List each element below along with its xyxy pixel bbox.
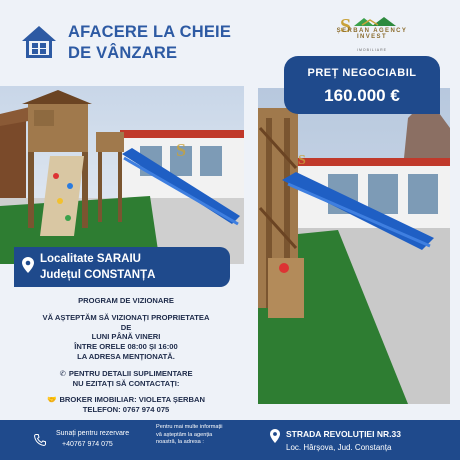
location-locality: Localitate SARAIU xyxy=(40,253,141,265)
call-number[interactable]: +40767 974 075 xyxy=(62,441,113,448)
logo-brand-text: ȘERBAN AGENCY INVEST xyxy=(336,28,408,40)
viewing-info xyxy=(6,296,246,415)
photo-slide xyxy=(258,88,450,404)
more-info-text: Pentru mai multe informații vă așteptăm la agenția noastră, la adresa : xyxy=(156,424,223,446)
handshake-icon: 🤝 xyxy=(46,395,57,405)
logo-sub-text: IMOBILIARE xyxy=(356,48,388,52)
svg-text:S: S xyxy=(298,153,306,168)
details-line1: ✆ PENTRU DETALII SUPLIMENTARE xyxy=(59,368,193,378)
address-street: STRADA REVOLUȚIEI NR.33 xyxy=(286,429,401,439)
map-pin-icon xyxy=(270,429,280,443)
price-tag xyxy=(284,56,440,114)
call-label: Sunați pentru rezervare xyxy=(56,430,130,437)
svg-text:S: S xyxy=(340,15,352,37)
broker-phone: TELEFON: 0767 974 075 xyxy=(82,405,170,415)
phone-icon: ✆ xyxy=(59,368,66,378)
location-banner xyxy=(14,247,230,287)
location-county: Județul CONSTANȚA xyxy=(40,269,156,281)
invite-line1: VĂ AȘTEPTĂM SĂ VIZIONAȚI PROPRIETATEA xyxy=(42,312,210,322)
headline-line2: DE VÂNZARE xyxy=(68,44,178,62)
price-value: 160.000 € xyxy=(324,86,400,105)
map-pin-icon xyxy=(22,257,34,273)
svg-text:S: S xyxy=(176,140,187,160)
house-icon xyxy=(20,24,58,60)
invite-line2: DE xyxy=(120,322,132,332)
phone-icon xyxy=(34,434,46,446)
footer-bar xyxy=(0,420,460,460)
program-title: PROGRAM DE VIZIONARE xyxy=(78,296,174,305)
address-city: Loc. Hârșova, Jud. Constanța xyxy=(286,443,392,452)
invite-line3: LUNI PÂNĂ VINERI xyxy=(91,332,161,342)
invite-line4: ÎNTRE ORELE 08:00 ȘI 16:00 xyxy=(74,342,178,352)
invite-line5: LA ADRESA MENȚIONATĂ. xyxy=(77,351,175,361)
broker-name: 🤝 BROKER IMOBILIAR: VIOLETA ȘERBAN xyxy=(46,395,205,405)
headline-line1: AFACERE LA CHEIE xyxy=(68,23,232,41)
photo-playground xyxy=(0,86,244,264)
price-label: PREȚ NEGOCIABIL xyxy=(307,67,417,79)
headline xyxy=(68,22,288,64)
details-line2: NU EZITAȚI SĂ CONTACTAȚI: xyxy=(72,378,180,388)
